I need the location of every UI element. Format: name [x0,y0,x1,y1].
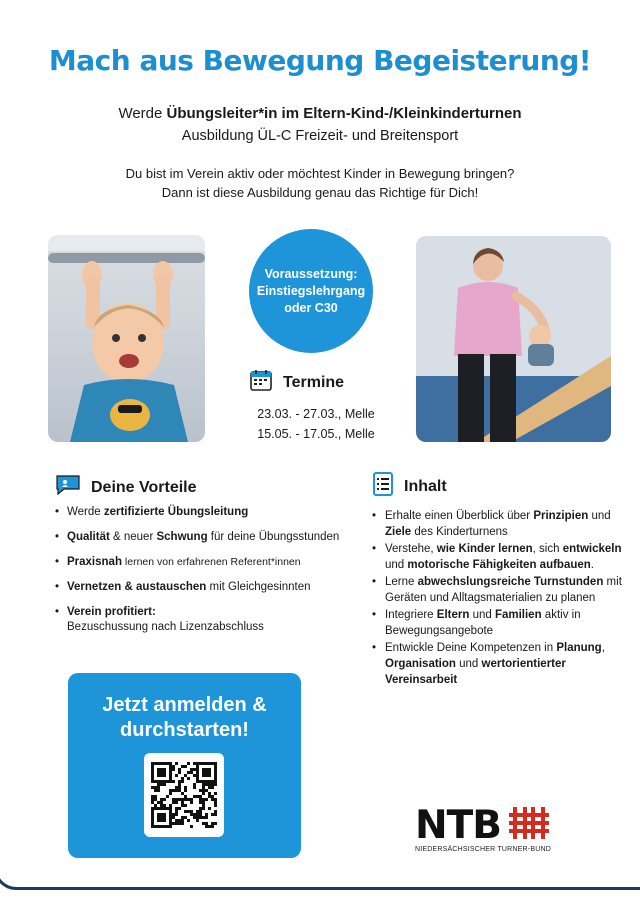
intro-text [0,164,640,202]
vorteil-text: Werde [67,506,104,518]
vorteil-text: lernen von erfahrenen Referent*innen [121,556,301,568]
list-item [55,605,365,635]
inhalt-title: Inhalt [404,477,447,495]
vorteil-bold: Schwung [156,531,208,543]
headline: Mach aus Bewegung Begeisterung! [48,44,592,77]
logo-subtitle: NIEDERSÄCHSISCHER TURNER-BUND [415,846,551,853]
subheading [0,105,640,122]
ntb-logo [415,803,595,853]
photo-parent-child-beam [416,236,611,442]
vorteil-bold: Praxisnah [67,556,122,568]
vorteile-header [55,474,197,501]
photo-child-on-bar [48,235,205,442]
requirement-line2: Einstiegslehrgang [256,283,366,298]
list-item [55,505,365,520]
vorteile-list [55,505,365,645]
vorteil-text: für deine Übungsstunden [207,531,340,543]
intro-line1: Du bist im Verein aktiv oder möchtest Kinder in Bewegung bringen? [125,166,515,181]
termine-date-1: 23.03. - 27.03., Melle [257,407,375,421]
termine-title: Termine [283,373,345,391]
vorteil-bold: Vernetzen & austauschen [67,581,207,593]
inhalt-header [372,472,447,501]
requirement-line1: Voraussetzung: [264,266,358,281]
logo-word: NTB [415,803,501,848]
signup-box[interactable] [68,673,301,858]
cta-line2: durchstarten! [120,719,249,741]
subheading-bold: Übungsleiter*in im Eltern-Kind-/Kleinkinderturnen [166,105,522,122]
vorteile-title: Deine Vorteile [91,478,197,496]
requirement-badge [249,229,373,353]
subheading-line2: Ausbildung ÜL-C Freizeit- und Breitensport [181,128,459,144]
turner-cross-icon [509,805,549,846]
list-item: • Entwickle Deine Kompetenzen in Planung, Organisation und wertorientierter Vereinsarbeit [372,640,632,688]
list-item [55,530,365,545]
vorteil-bold: Qualität [67,531,110,543]
calendar-icon [249,368,273,397]
vorteil-text: & neuer [109,531,157,543]
vorteil-text: mit Gleichgesinnten [206,581,311,593]
requirement-line3: oder C30 [284,300,338,315]
list-item: • Integriere Eltern und Familien aktiv in Bewegungsangebote [372,607,632,639]
intro-line2: Dann ist diese Ausbildung genau das Richtige für Dich! [161,185,479,200]
list-item [55,555,365,570]
termine-header [249,368,344,397]
list-document-icon [372,472,394,501]
cta-line1: Jetzt anmelden & [102,694,267,716]
list-item: • Erhalte einen Überblick über Prinzipien und Ziele des Kinderturnens [372,508,632,540]
inhalt-list [372,508,632,689]
list-item [55,580,365,595]
speech-bubble-icon [55,474,81,501]
termine-date-2: 15.05. - 17.05., Melle [257,427,375,441]
vorteil-text: Bezuschussung nach Lizenzabschluss [67,621,264,633]
signup-qr-code[interactable] [144,753,224,837]
vorteil-bold: zertifizierte Übungsleitung [103,506,249,518]
list-item: • Lerne abwechslungsreiche Turnstunden mit Geräten und Alltagsmaterialien zu planen [372,574,632,606]
list-item: • Verstehe, wie Kinder lernen, sich entwickeln und motorische Fähigkeiten aufbauen. [372,541,632,573]
vorteil-bold: Verein profitiert: [67,606,156,618]
subheading-prefix: Werde [118,105,167,122]
termine-dates [246,404,386,444]
